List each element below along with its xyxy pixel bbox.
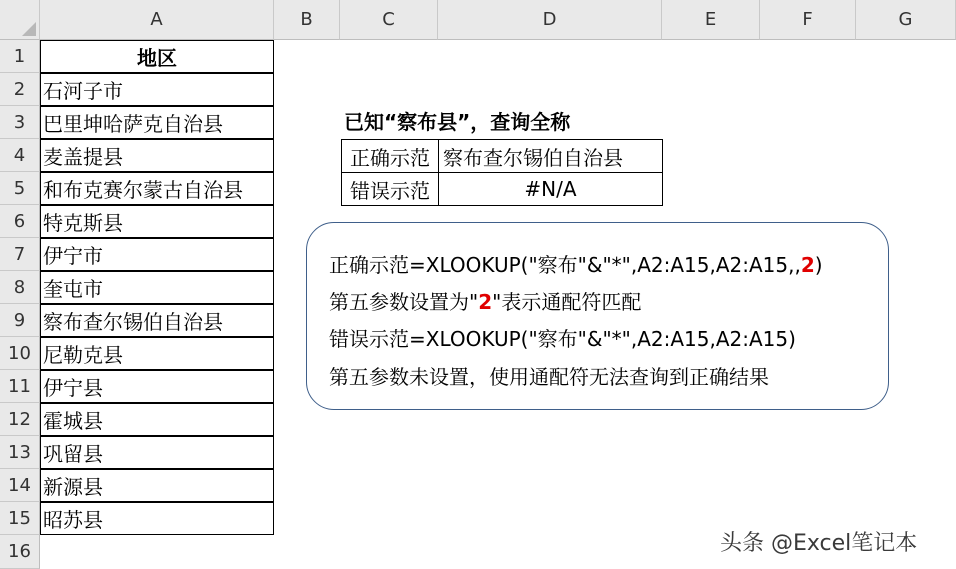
cell-a5[interactable]: 和布克赛尔蒙古自治县 <box>40 172 274 205</box>
row-header-12[interactable]: 12 <box>0 403 40 436</box>
cell-a4[interactable]: 麦盖提县 <box>40 139 274 172</box>
cell-a9[interactable]: 察布查尔锡伯自治县 <box>40 304 274 337</box>
cell-a12[interactable]: 霍城县 <box>40 403 274 436</box>
row-header-5[interactable]: 5 <box>0 172 40 205</box>
row-header-13[interactable]: 13 <box>0 436 40 469</box>
cell-a1-header[interactable]: 地区 <box>40 40 274 73</box>
cell-a8[interactable]: 奎屯市 <box>40 271 274 304</box>
column-header-e[interactable]: E <box>662 0 760 40</box>
cell-c4-correct-label[interactable]: 正确示范 <box>341 139 439 173</box>
row-header-2[interactable]: 2 <box>0 73 40 106</box>
row-header-10[interactable]: 10 <box>0 337 40 370</box>
cell-d5-wrong-value[interactable]: #N/A <box>438 172 663 206</box>
cell-a10[interactable]: 尼勒克县 <box>40 337 274 370</box>
cell-c5-wrong-label[interactable]: 错误示范 <box>341 172 439 206</box>
explanation-textbox[interactable] <box>306 222 889 410</box>
column-header-b[interactable]: B <box>274 0 340 40</box>
column-header-c[interactable]: C <box>340 0 438 40</box>
row-header-8[interactable]: 8 <box>0 271 40 304</box>
row-header-1[interactable]: 1 <box>0 40 40 73</box>
column-header-a[interactable]: A <box>40 0 274 40</box>
row-header-15[interactable]: 15 <box>0 502 40 535</box>
row-header-14[interactable]: 14 <box>0 469 40 502</box>
select-all-triangle-icon <box>22 22 36 36</box>
cell-a11[interactable]: 伊宁县 <box>40 370 274 403</box>
row-header-6[interactable]: 6 <box>0 205 40 238</box>
row-header-4[interactable]: 4 <box>0 139 40 172</box>
row-header-7[interactable]: 7 <box>0 238 40 271</box>
note-line-correct-formula: 正确示范=XLOOKUP("察布"&"*",A2:A15,A2:A15,,2) <box>329 253 823 277</box>
cell-a14[interactable]: 新源县 <box>40 469 274 502</box>
row-header-3[interactable]: 3 <box>0 106 40 139</box>
cell-d4-correct-value[interactable]: 察布查尔锡伯自治县 <box>438 139 663 173</box>
column-header-f[interactable]: F <box>760 0 856 40</box>
row-header-16[interactable]: 16 <box>0 535 40 569</box>
cell-a2[interactable]: 石河子市 <box>40 73 274 106</box>
select-all-corner[interactable] <box>0 0 40 40</box>
cell-a13[interactable]: 巩留县 <box>40 436 274 469</box>
note-line-fifth-param-unset: 第五参数未设置，使用通配符无法查询到正确结果 <box>329 365 769 389</box>
note-line-wrong-formula: 错误示范=XLOOKUP("察布"&"*",A2:A15,A2:A15) <box>329 327 796 351</box>
cell-a6[interactable]: 特克斯县 <box>40 205 274 238</box>
cell-a3[interactable]: 巴里坤哈萨克自治县 <box>40 106 274 139</box>
cell-a7[interactable]: 伊宁市 <box>40 238 274 271</box>
row-header-11[interactable]: 11 <box>0 370 40 403</box>
cell-a15[interactable]: 昭苏县 <box>40 502 274 535</box>
note-line-fifth-param-set: 第五参数设置为"2"表示通配符匹配 <box>329 290 642 314</box>
row-header-9[interactable]: 9 <box>0 304 40 337</box>
column-header-d[interactable]: D <box>438 0 662 40</box>
lookup-title[interactable]: 已知“察布县”，查询全称 <box>344 110 571 134</box>
column-header-g[interactable]: G <box>856 0 956 40</box>
watermark: 头条 @Excel笔记本 <box>720 531 918 556</box>
